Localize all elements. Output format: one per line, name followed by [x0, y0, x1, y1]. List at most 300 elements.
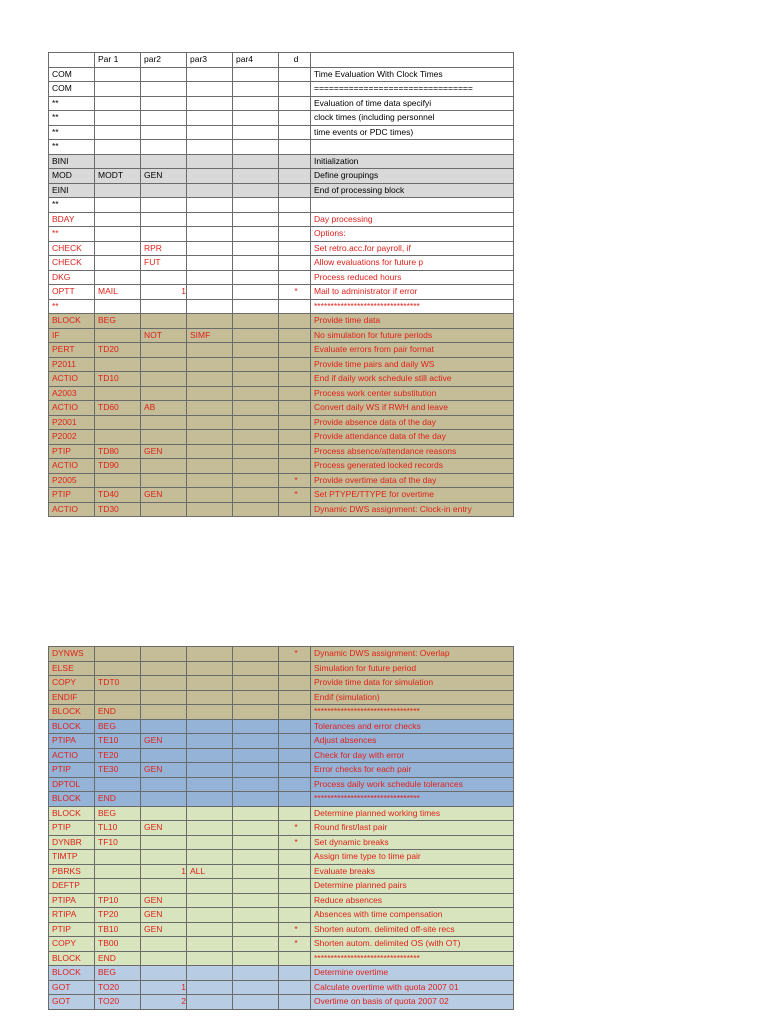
cell-par4 — [233, 879, 279, 894]
table-row — [49, 270, 514, 285]
cell-par4: par4 — [233, 53, 279, 68]
cell-text: ******************************** — [311, 705, 514, 720]
cell-d — [279, 343, 311, 358]
cell-d — [279, 169, 311, 184]
cell-par4 — [233, 285, 279, 300]
cell-d — [279, 401, 311, 416]
cell-d — [279, 415, 311, 430]
cell-par2 — [141, 125, 187, 140]
cell-par2 — [141, 792, 187, 807]
cell-par1: TD20 — [95, 343, 141, 358]
cell-d: * — [279, 647, 311, 662]
table-row — [49, 227, 514, 242]
cell-par1: TD30 — [95, 502, 141, 517]
cell-d — [279, 314, 311, 329]
table-row — [49, 314, 514, 329]
cell-par1 — [95, 777, 141, 792]
cell-par3 — [187, 763, 233, 778]
cell-par1: END — [95, 951, 141, 966]
cell-text — [311, 140, 514, 155]
cell-par3 — [187, 256, 233, 271]
cell-function: DYNWS — [49, 647, 95, 662]
cell-text: ================================ — [311, 82, 514, 97]
cell-par3 — [187, 908, 233, 923]
cell-par3 — [187, 386, 233, 401]
table-row — [49, 705, 514, 720]
cell-par3 — [187, 111, 233, 126]
cell-par4 — [233, 372, 279, 387]
cell-par1: TP10 — [95, 893, 141, 908]
cell-text: Determine overtime — [311, 966, 514, 981]
cell-par2 — [141, 198, 187, 213]
cell-par4 — [233, 459, 279, 474]
table-row — [49, 763, 514, 778]
cell-par3 — [187, 401, 233, 416]
table-row — [49, 444, 514, 459]
cell-function: ** — [49, 198, 95, 213]
cell-par2 — [141, 357, 187, 372]
cell-par1 — [95, 183, 141, 198]
cell-par4 — [233, 821, 279, 836]
cell-function: PTIP — [49, 821, 95, 836]
cell-d — [279, 661, 311, 676]
cell-par4 — [233, 401, 279, 416]
cell-par4 — [233, 705, 279, 720]
cell-text: Provide attendance data of the day — [311, 430, 514, 445]
cell-function: MOD — [49, 169, 95, 184]
cell-d — [279, 96, 311, 111]
cell-text: Round first/last pair — [311, 821, 514, 836]
table-row — [49, 850, 514, 865]
cell-par3 — [187, 748, 233, 763]
cell-text: Allow evaluations for future p — [311, 256, 514, 271]
cell-d — [279, 893, 311, 908]
cell-par4 — [233, 690, 279, 705]
cell-par3 — [187, 835, 233, 850]
cell-d — [279, 459, 311, 474]
cell-par4 — [233, 937, 279, 952]
cell-par3 — [187, 980, 233, 995]
cell-text: Shorten autom. delimited OS (with OT) — [311, 937, 514, 952]
cell-par2: GEN — [141, 734, 187, 749]
cell-function: P2005 — [49, 473, 95, 488]
cell-par4 — [233, 183, 279, 198]
cell-par2 — [141, 314, 187, 329]
cell-function: PTIP — [49, 488, 95, 503]
cell-function — [49, 53, 95, 68]
cell-d — [279, 777, 311, 792]
cell-par2: FUT — [141, 256, 187, 271]
cell-par4 — [233, 951, 279, 966]
cell-d — [279, 980, 311, 995]
cell-function: BLOCK — [49, 792, 95, 807]
cell-par1: TE30 — [95, 763, 141, 778]
cell-par2 — [141, 82, 187, 97]
cell-par4 — [233, 328, 279, 343]
schema-table-top — [48, 52, 514, 517]
cell-par2: NOT — [141, 328, 187, 343]
cell-function: GOT — [49, 980, 95, 995]
cell-par4 — [233, 212, 279, 227]
cell-par1: TF10 — [95, 835, 141, 850]
cell-par3 — [187, 661, 233, 676]
cell-d — [279, 966, 311, 981]
cell-d — [279, 183, 311, 198]
cell-text: Provide time pairs and daily WS — [311, 357, 514, 372]
cell-function: PTIPA — [49, 893, 95, 908]
cell-par3 — [187, 357, 233, 372]
cell-par1: BEG — [95, 966, 141, 981]
cell-function: A2003 — [49, 386, 95, 401]
cell-d: * — [279, 835, 311, 850]
cell-function: ACTIO — [49, 401, 95, 416]
cell-par2 — [141, 777, 187, 792]
cell-par4 — [233, 893, 279, 908]
cell-d: * — [279, 821, 311, 836]
cell-par2 — [141, 270, 187, 285]
cell-d — [279, 444, 311, 459]
cell-par2: 2 — [141, 995, 187, 1010]
cell-d — [279, 850, 311, 865]
table-row — [49, 647, 514, 662]
cell-function: BLOCK — [49, 806, 95, 821]
table-row — [49, 488, 514, 503]
cell-d: * — [279, 473, 311, 488]
cell-par3 — [187, 937, 233, 952]
cell-par3 — [187, 212, 233, 227]
cell-par4 — [233, 488, 279, 503]
table-row — [49, 748, 514, 763]
cell-d — [279, 386, 311, 401]
cell-text — [311, 53, 514, 68]
cell-par3 — [187, 821, 233, 836]
cell-d — [279, 256, 311, 271]
cell-par4 — [233, 430, 279, 445]
cell-function: DPTOL — [49, 777, 95, 792]
cell-par3 — [187, 227, 233, 242]
cell-function: PTIPA — [49, 734, 95, 749]
cell-d — [279, 676, 311, 691]
cell-par2: par2 — [141, 53, 187, 68]
cell-par1: MAIL — [95, 285, 141, 300]
table-row — [49, 372, 514, 387]
cell-function: PBRKS — [49, 864, 95, 879]
cell-function: BLOCK — [49, 719, 95, 734]
cell-par2: RPR — [141, 241, 187, 256]
cell-function: ** — [49, 140, 95, 155]
cell-par1 — [95, 212, 141, 227]
cell-par3 — [187, 966, 233, 981]
cell-text: ******************************** — [311, 951, 514, 966]
cell-par4 — [233, 270, 279, 285]
cell-par3 — [187, 734, 233, 749]
cell-par3 — [187, 415, 233, 430]
cell-par3 — [187, 502, 233, 517]
cell-par3 — [187, 922, 233, 937]
table-row — [49, 459, 514, 474]
table-row — [49, 241, 514, 256]
cell-par1: TE20 — [95, 748, 141, 763]
table-row — [49, 473, 514, 488]
cell-function: ** — [49, 96, 95, 111]
cell-par1 — [95, 270, 141, 285]
cell-function: ACTIO — [49, 459, 95, 474]
cell-text: Provide overtime data of the day — [311, 473, 514, 488]
table-row — [49, 256, 514, 271]
cell-d — [279, 951, 311, 966]
cell-function: ** — [49, 125, 95, 140]
table-row — [49, 719, 514, 734]
cell-par3 — [187, 96, 233, 111]
schema-table-bottom — [48, 646, 514, 1010]
cell-text: Absences with time compensation — [311, 908, 514, 923]
cell-par4 — [233, 357, 279, 372]
cell-par2 — [141, 850, 187, 865]
table-row — [49, 922, 514, 937]
cell-par1 — [95, 661, 141, 676]
table-row — [49, 430, 514, 445]
cell-par4 — [233, 111, 279, 126]
cell-par3 — [187, 473, 233, 488]
cell-par2 — [141, 415, 187, 430]
cell-text: Calculate overtime with quota 2007 01 — [311, 980, 514, 995]
cell-par4 — [233, 154, 279, 169]
cell-par1 — [95, 111, 141, 126]
cell-par1: TP20 — [95, 908, 141, 923]
cell-text: Set dynamic breaks — [311, 835, 514, 850]
cell-text: Provide absence data of the day — [311, 415, 514, 430]
cell-par3 — [187, 647, 233, 662]
cell-par1 — [95, 430, 141, 445]
cell-function: PTIP — [49, 444, 95, 459]
cell-text: Determine planned pairs — [311, 879, 514, 894]
cell-par3 — [187, 676, 233, 691]
table-row — [49, 951, 514, 966]
cell-par1 — [95, 125, 141, 140]
cell-function: COM — [49, 67, 95, 82]
cell-par4 — [233, 661, 279, 676]
cell-text: clock times (including personnel — [311, 111, 514, 126]
cell-par1 — [95, 415, 141, 430]
cell-par3 — [187, 67, 233, 82]
cell-text: Set retro.acc.for payroll, if — [311, 241, 514, 256]
table-row — [49, 879, 514, 894]
cell-par1 — [95, 473, 141, 488]
cell-text: Process work center substitution — [311, 386, 514, 401]
cell-par4 — [233, 763, 279, 778]
cell-d — [279, 502, 311, 517]
cell-par1 — [95, 647, 141, 662]
cell-par4 — [233, 96, 279, 111]
cell-text: Define groupings — [311, 169, 514, 184]
table-row — [49, 966, 514, 981]
cell-par1: END — [95, 792, 141, 807]
cell-par4 — [233, 140, 279, 155]
cell-par4 — [233, 647, 279, 662]
cell-par4 — [233, 227, 279, 242]
cell-par4 — [233, 748, 279, 763]
cell-d — [279, 430, 311, 445]
cell-par3 — [187, 850, 233, 865]
cell-function: ** — [49, 299, 95, 314]
cell-par1 — [95, 82, 141, 97]
cell-par3 — [187, 125, 233, 140]
cell-par2: GEN — [141, 763, 187, 778]
cell-function: DEFTP — [49, 879, 95, 894]
cell-d — [279, 734, 311, 749]
cell-par2 — [141, 705, 187, 720]
cell-par4 — [233, 241, 279, 256]
cell-d — [279, 67, 311, 82]
cell-par2: GEN — [141, 908, 187, 923]
cell-d — [279, 140, 311, 155]
cell-text: Options: — [311, 227, 514, 242]
cell-par2: 1 — [141, 864, 187, 879]
cell-par1 — [95, 227, 141, 242]
cell-d — [279, 792, 311, 807]
table-row — [49, 386, 514, 401]
cell-function: ** — [49, 227, 95, 242]
cell-function: PTIP — [49, 763, 95, 778]
cell-function: BLOCK — [49, 314, 95, 329]
cell-par2: 1 — [141, 285, 187, 300]
cell-par1: BEG — [95, 806, 141, 821]
cell-par4 — [233, 676, 279, 691]
cell-text: Check for day with error — [311, 748, 514, 763]
cell-d — [279, 299, 311, 314]
cell-text: Evaluation of time data specifyi — [311, 96, 514, 111]
cell-function: PTIP — [49, 922, 95, 937]
cell-par4 — [233, 444, 279, 459]
cell-text — [311, 198, 514, 213]
cell-par1 — [95, 328, 141, 343]
cell-d — [279, 763, 311, 778]
cell-text: ******************************** — [311, 299, 514, 314]
cell-text: Overtime on basis of quota 2007 02 — [311, 995, 514, 1010]
cell-d — [279, 125, 311, 140]
cell-par4 — [233, 835, 279, 850]
cell-par2: 1 — [141, 980, 187, 995]
cell-function: TIMTP — [49, 850, 95, 865]
cell-par3 — [187, 430, 233, 445]
cell-par4 — [233, 966, 279, 981]
cell-par2: GEN — [141, 922, 187, 937]
table-row — [49, 343, 514, 358]
cell-function: CHECK — [49, 256, 95, 271]
cell-par1 — [95, 357, 141, 372]
cell-function: ACTIO — [49, 502, 95, 517]
cell-par4 — [233, 777, 279, 792]
cell-d — [279, 908, 311, 923]
cell-par2: GEN — [141, 821, 187, 836]
cell-d — [279, 879, 311, 894]
cell-par4 — [233, 256, 279, 271]
cell-text: Set PTYPE/TTYPE for overtime — [311, 488, 514, 503]
table-row — [49, 96, 514, 111]
cell-d — [279, 270, 311, 285]
cell-par1: TD10 — [95, 372, 141, 387]
cell-text: Process reduced hours — [311, 270, 514, 285]
cell-text: Determine planned working times — [311, 806, 514, 821]
table-row — [49, 676, 514, 691]
cell-par1: TD90 — [95, 459, 141, 474]
cell-par4 — [233, 169, 279, 184]
cell-text: Provide time data for simulation — [311, 676, 514, 691]
cell-d — [279, 705, 311, 720]
cell-par1 — [95, 864, 141, 879]
cell-par3 — [187, 372, 233, 387]
cell-par2: GEN — [141, 169, 187, 184]
cell-text: Evaluate errors from pair format — [311, 343, 514, 358]
header-row — [49, 53, 514, 68]
cell-text: Dynamic DWS assignment: Clock-in entry — [311, 502, 514, 517]
cell-function: BLOCK — [49, 951, 95, 966]
cell-par4 — [233, 792, 279, 807]
cell-d: * — [279, 937, 311, 952]
cell-par2 — [141, 690, 187, 705]
cell-par1 — [95, 241, 141, 256]
cell-text: Mail to administrator if error — [311, 285, 514, 300]
cell-par2 — [141, 951, 187, 966]
cell-text: Process daily work schedule tolerances — [311, 777, 514, 792]
cell-par2 — [141, 154, 187, 169]
table-row — [49, 299, 514, 314]
table-row — [49, 806, 514, 821]
cell-par1 — [95, 850, 141, 865]
cell-function: ENDIF — [49, 690, 95, 705]
table-row — [49, 169, 514, 184]
cell-par4 — [233, 415, 279, 430]
cell-par2 — [141, 661, 187, 676]
table-row — [49, 995, 514, 1010]
cell-text: Provide time data — [311, 314, 514, 329]
cell-function: PERT — [49, 343, 95, 358]
cell-par3 — [187, 893, 233, 908]
cell-d — [279, 748, 311, 763]
cell-function: COPY — [49, 937, 95, 952]
cell-par3 — [187, 183, 233, 198]
cell-text: Initialization — [311, 154, 514, 169]
table-row — [49, 328, 514, 343]
cell-function: IF — [49, 328, 95, 343]
cell-function: ACTIO — [49, 748, 95, 763]
cell-par2 — [141, 937, 187, 952]
cell-par2 — [141, 647, 187, 662]
cell-par4 — [233, 198, 279, 213]
cell-text: Assign time type to time pair — [311, 850, 514, 865]
cell-par2: AB — [141, 401, 187, 416]
table-row — [49, 183, 514, 198]
cell-text: Convert daily WS if RWH and leave — [311, 401, 514, 416]
cell-function: DKG — [49, 270, 95, 285]
cell-par3 — [187, 951, 233, 966]
cell-par1: TDT0 — [95, 676, 141, 691]
cell-par4 — [233, 67, 279, 82]
cell-function: RTIPA — [49, 908, 95, 923]
cell-par3 — [187, 241, 233, 256]
table-row — [49, 67, 514, 82]
cell-par4 — [233, 995, 279, 1010]
cell-function: P2001 — [49, 415, 95, 430]
cell-d — [279, 690, 311, 705]
cell-par4 — [233, 386, 279, 401]
cell-d — [279, 212, 311, 227]
cell-d — [279, 357, 311, 372]
cell-function: P2011 — [49, 357, 95, 372]
cell-text: time events or PDC times) — [311, 125, 514, 140]
cell-function: COPY — [49, 676, 95, 691]
table-row — [49, 125, 514, 140]
